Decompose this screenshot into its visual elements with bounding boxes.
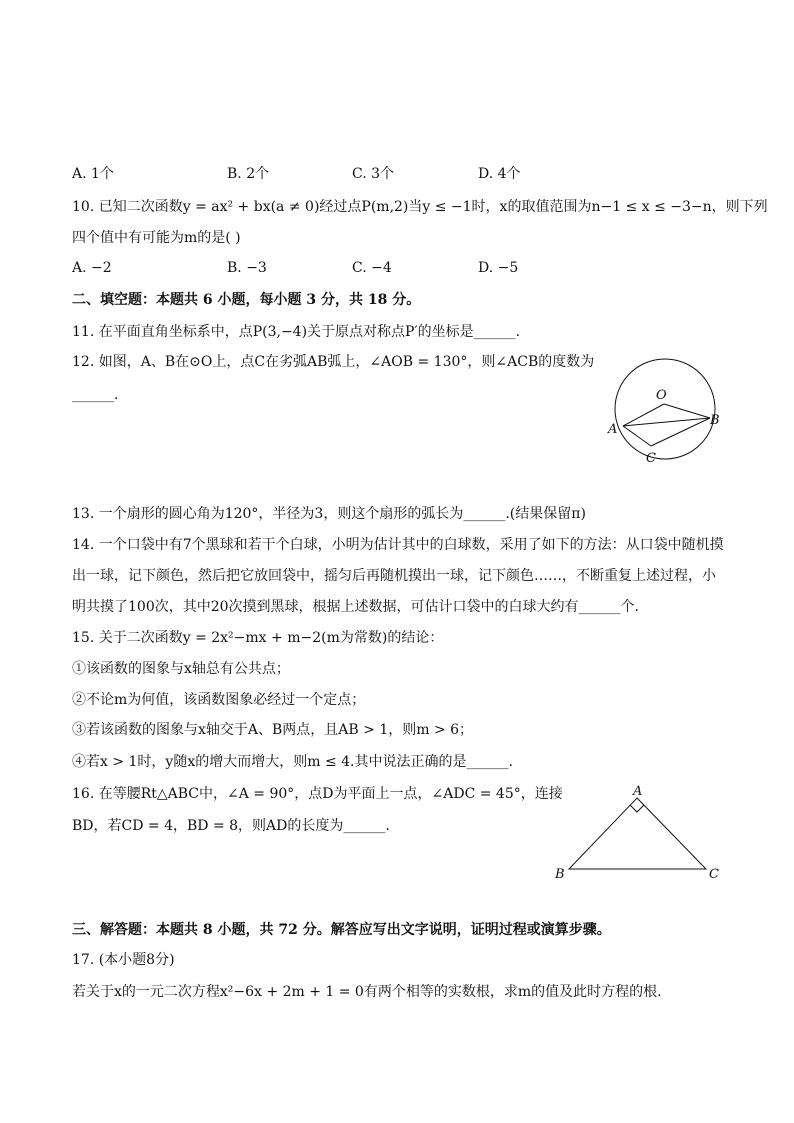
q16-line1: 16. 在等腰Rt△ABC中，∠A = 90°，点D为平面上一点，∠ADC = 45°，连接 (72, 786, 563, 802)
q16-triangle-figure (550, 782, 730, 882)
q10-option-a: A. −2 (72, 260, 112, 276)
label-b: B (710, 413, 720, 428)
label-b: B (555, 867, 565, 882)
q15-statement-3: ③若该函数的图象与x轴交于A、B两点，且AB > 1，则m > 6； (72, 722, 474, 738)
q12-circle-figure (600, 350, 740, 470)
q15-stem: 15. 关于二次函数y = 2x²−mx + m−2(m为常数)的结论： (72, 630, 444, 646)
q9-option-a: A. 1个 (72, 166, 114, 182)
q10-option-d: D. −5 (478, 260, 519, 276)
q10-option-b: B. −3 (227, 260, 267, 276)
segment-ob (664, 404, 710, 418)
label-o: O (656, 388, 667, 403)
section3-heading: 三、解答题：本题共 8 小题，共 72 分。解答应写出文字说明，证明过程或演算步骤。 (72, 922, 611, 938)
q11-text: 11. 在平面直角坐标系中，点P(3,−4)关于原点对称点P′的坐标是______. (72, 324, 521, 340)
section2-heading: 二、填空题：本题共 6 小题，每小题 3 分，共 18 分。 (72, 292, 421, 308)
q14-line1: 14. 一个口袋中有7个黑球和若干个白球，小明为估计其中的白球数，采用了如下的方法：从口袋中随机摸 (72, 537, 724, 553)
q15-statement-2: ②不论m为何值，该函数图象必经过一个定点； (72, 692, 366, 708)
q14-line2: 出一球，记下颜色，然后把它放回袋中，摇匀后再随机摸出一球，记下颜色……，不断重复上述过程，小 (72, 568, 716, 584)
q17-heading: 17. (本小题8分) (72, 952, 175, 968)
right-angle-mark (630, 805, 644, 812)
q9-option-b: B. 2个 (227, 166, 270, 182)
q17-body: 若关于x的一元二次方程x²−6x + 2m + 1 = 0有两个相等的实数根，求m的值及此时方程的根. (72, 984, 662, 1000)
q12-line2: ______. (72, 387, 119, 403)
label-a: A (608, 422, 618, 437)
q16-line2: BD，若CD = 4，BD = 8，则AD的长度为______. (72, 818, 390, 834)
q9-option-d: D. 4个 (478, 166, 521, 182)
triangle-abc (569, 798, 706, 869)
segment-ac (623, 426, 651, 446)
q13-text: 13. 一个扇形的圆心角为120°，半径为3，则这个扇形的弧长为______.(结果保留π) (72, 506, 586, 522)
q10-option-c: C. −4 (352, 260, 392, 276)
q15-statement-4: ④若x > 1时，y随x的增大而增大，则m ≤ 4.其中说法正确的是______. (72, 754, 513, 770)
q9-option-c: C. 3个 (352, 166, 395, 182)
label-c: C (646, 451, 656, 466)
q10-line1: 10. 已知二次函数y = ax² + bx(a ≠ 0)经过点P(m,2)当y ≤ −1时，x的取值范围为n−1 ≤ x ≤ −3−n，则下列 (72, 199, 768, 215)
q10-line2: 四个值中有可能为m的是( ) (72, 230, 241, 246)
q15-statement-1: ①该函数的图象与x轴总有公共点； (72, 661, 290, 677)
q14-line3: 明共摸了100次，其中20次摸到黑球，根据上述数据，可估计口袋中的白球大约有______个. (72, 599, 639, 615)
label-a: A (633, 784, 643, 799)
circle-o (615, 359, 715, 459)
label-c: C (709, 867, 719, 882)
q12-line1: 12. 如图，A、B在⊙O上，点C在劣弧AB弧上，∠AOB = 130°，则∠ACB的度数为 (72, 354, 595, 370)
